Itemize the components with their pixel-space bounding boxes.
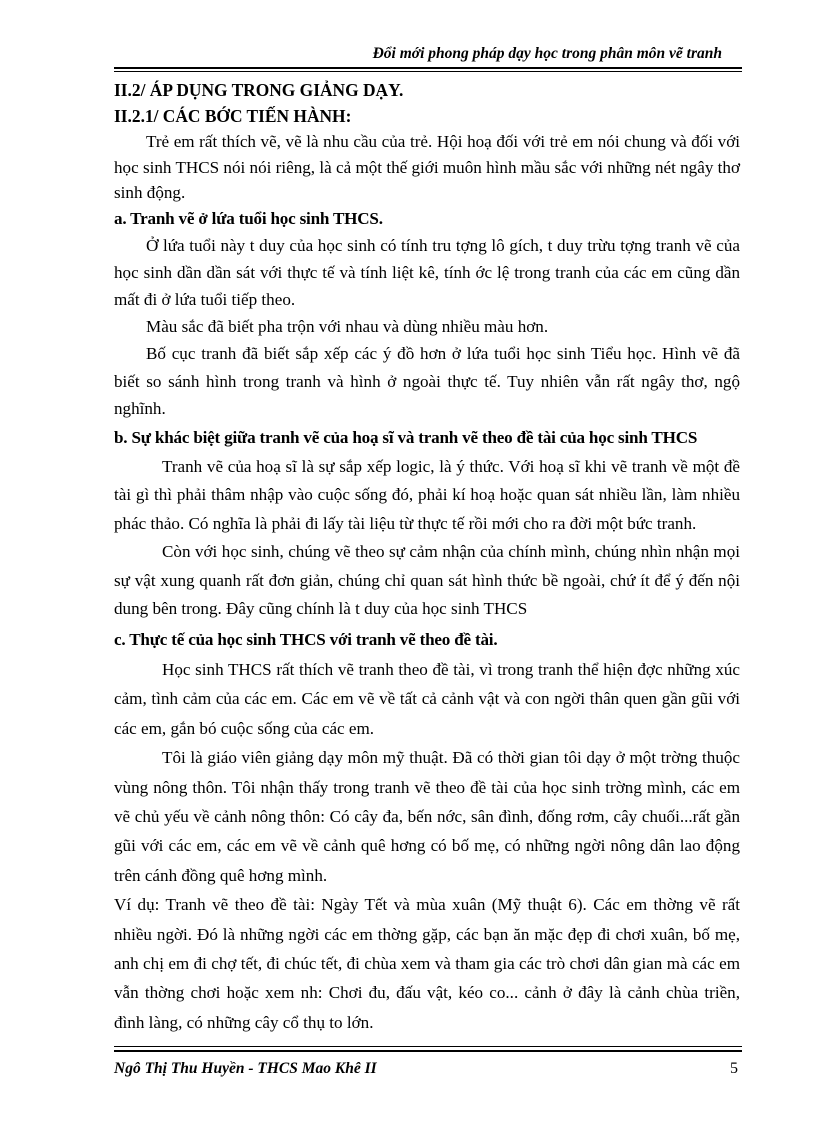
section-c-heading: c. Thực tế của học sinh THCS với tranh vẽ theo đề tài.: [114, 629, 498, 649]
section-a-paragraph-3: Bố cục tranh đã biết sắp xếp các ý đồ hơn ở lứa tuổi học sinh Tiểu học. Hình vẽ đã biết so sánh hình trong tranh và hình ở ngoài thực tế. Tuy nhiên vẫn rất ngây thơ, ngộ nghĩnh.: [114, 344, 740, 418]
section-a-paragraph-1: Ở lứa tuổi này t duy của học sinh có tính tru tợng lô gích, t duy trừu tợng tranh vẽ của học sinh dần dần sát với thực tế và tính liệt kê, tính ớc lệ trong tranh của các em cũng dần mất đi ở lứa tuổi tiếp theo.: [114, 235, 740, 309]
header-rule: [114, 67, 742, 69]
section-b-paragraph-1: Tranh vẽ của hoạ sĩ là sự sắp xếp logic, là ý thức. Với hoạ sĩ khi vẽ tranh về một đề tài gì thì phải thâm nhập vào cuộc sống đó, phải kí hoạ hoặc quan sát nhiều lần, làm nhiều phác thảo. Có nghĩa là phải đi lấy tài liệu từ thực tế rồi mới cho ra đời một bức tranh.: [114, 456, 740, 533]
footer-rule-thin: [114, 1046, 742, 1047]
header-title: Đổi mới phong pháp dạy học trong phân môn vẽ tranh: [372, 45, 722, 62]
section-heading: II.2/ ÁP DỤNG TRONG GIẢNG DẠY.: [114, 80, 404, 100]
page-body: [114, 78, 740, 1037]
footer-author: Ngô Thị Thu Huyền - THCS Mao Khê II: [114, 1060, 377, 1077]
section-a-heading: a. Tranh vẽ ở lứa tuổi học sinh THCS.: [114, 208, 383, 228]
section-a-paragraph-2: Màu sắc đã biết pha trộn với nhau và dùng nhiều màu hơn.: [146, 317, 549, 337]
section-c-paragraph-1: Học sinh THCS rất thích vẽ tranh theo đề tài, vì trong tranh thể hiện đợc những xúc cảm, tình cảm của các em. Các em vẽ về tất cả cảnh vật và con ngời thân quen gần gũi với các em, gắn bó cuộc sống của các em.: [114, 659, 740, 738]
section-b-heading: b. Sự khác biệt giữa tranh vẽ của hoạ sĩ và tranh vẽ theo đề tài của học sinh THCS: [114, 427, 698, 447]
subsection-heading: II.2.1/ CÁC BỚC TIẾN HÀNH:: [114, 105, 352, 126]
page-footer: [114, 1046, 742, 1086]
section-c-paragraph-2: Tôi là giáo viên giảng dạy môn mỹ thuật. Đã có thời gian tôi dạy ở một trờng thuộc vùng nông thôn. Tôi nhận thấy trong tranh vẽ theo đề tài của học sinh trờng mình, các em vẽ chủ yếu về cảnh nông thôn: Có cây đa, bến nớc, sân đình, đống rơm, cây chuối...rất gần gũi với các em, các em vẽ về cảnh quê hơng có bố mẹ, có những ngời nông dân lao động trên cánh đồng quê hơng mình.: [114, 748, 740, 885]
section-c-example: Ví dụ: Tranh vẽ theo đề tài: Ngày Tết và mùa xuân (Mỹ thuật 6). Các em thờng vẽ rất nhiều ngời. Đó là những ngời các em thờng gặp, các bạn ăn mặc đẹp đi chơi xuân, bố mẹ, anh chị em đi chợ tết, đi chúc tết, đi chùa xem và tham gia các trò chơi dân gian mà các em vẫn thờng chơi hoặc xem nh: Chơi đu, đấu vật, kéo co... cảnh ở đây là cảnh chùa triền, đình làng, có những cây cổ thụ to lớn.: [114, 895, 740, 1032]
page-number: 5: [730, 1060, 738, 1077]
page-header: [114, 42, 742, 66]
header-rule-thin: [114, 71, 742, 72]
footer-rule: [114, 1050, 742, 1052]
section-c: [114, 624, 740, 1037]
section-b-paragraph-2: Còn với học sinh, chúng vẽ theo sự cảm nhận của chính mình, chúng nhìn nhận mọi sự vật xung quanh rất đơn giản, chúng chỉ quan sát hình thức bề ngoài, chứ ít để ý đến nội dung bên trong. Đây cũng chính là t duy của học sinh THCS: [114, 542, 740, 619]
intro-paragraph: Trẻ em rất thích vẽ, vẽ là nhu cầu của trẻ. Hội hoạ đối với trẻ em nói chung và đối với học sinh THCS nói nói riêng, là cả một thế giới muôn hình mầu sắc với những nét ngây thơ sinh động.: [114, 132, 740, 203]
